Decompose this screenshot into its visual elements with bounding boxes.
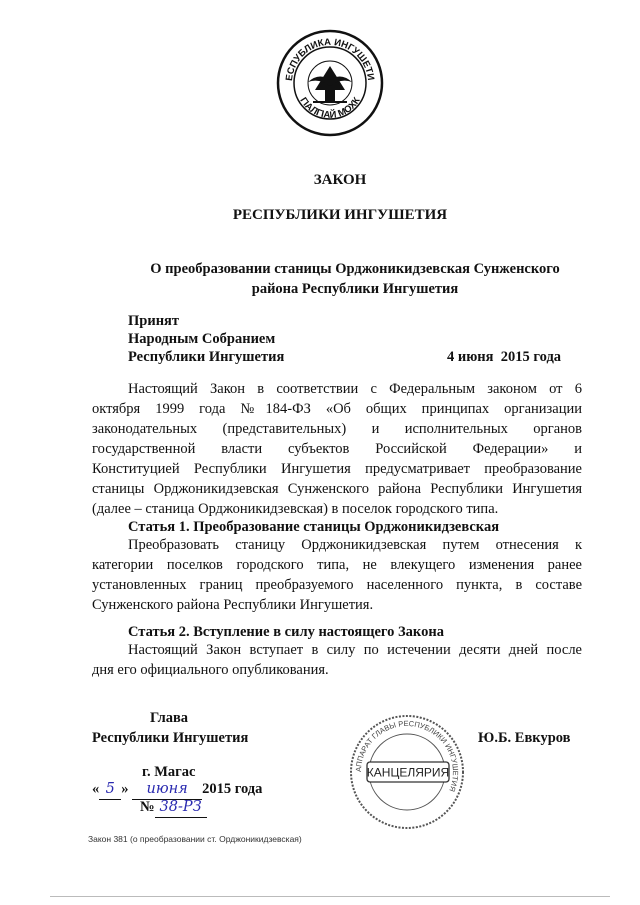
date-quote-open: « [92,781,100,797]
emblem [275,28,385,138]
article1-line: установленных границ преобразуемого населенного пункта, в составе [92,577,582,593]
law-subject-line1: О преобразовании станицы Орджоникидзевская Сунженского [150,261,560,277]
article2-line: Настоящий Закон вступает в силу по истечении десяти дней после [128,642,582,658]
preamble [92,379,582,519]
stamp-seal-icon [343,712,471,832]
article1-line: категории поселков городского типа, не влекущего изменения ранее [92,557,582,573]
article2-line: дня его официального опубликования. [92,662,329,678]
preamble-line: (далее – станица Орджоникидзевская) в поселок городского типа. [92,501,499,517]
preamble-line: Конституцией Республики Ингушетия предусматривает преобразование [92,461,582,477]
law-number-prefix: № [140,799,155,815]
page-bottom-rule [50,896,610,897]
svg-text:РЕСПУБЛИКА ИНГУШЕТИЯ: ЕСПУБЛИКА ИНГУШЕТИ [283,36,376,82]
signing-place: г. Магас [142,764,196,780]
preamble-line: государственной власти субъектов Российской Федерации» и [92,441,582,457]
adopted-label: Принят [128,313,180,329]
footer-note: Закон 381 (о преобразовании ст. Орджоникидзевская) [88,834,302,844]
date-month: июня [132,779,202,800]
preamble-line: Настоящий Закон в соответствии с Федеральным законом от 6 [128,381,582,397]
preamble-line: октября 1999 года №184-ФЗ «Об общих принципах организации [92,401,582,417]
official-stamp [343,712,471,832]
republic-emblem-icon [275,28,385,138]
signatory-title: Глава [150,710,189,726]
adopted-republic: Республики Ингушетия [128,349,285,365]
signatory-republic: Республики Ингушетия [92,730,249,746]
svg-text:КАНЦЕЛЯРИЯ: КАНЦЕЛЯРИЯ [366,765,450,780]
article1-line: Преобразовать станицу Орджоникидзевская путем отнесения к [128,537,582,553]
document-subtitle: РЕСПУБЛИКИ ИНГУШЕТИЯ [232,207,448,223]
date-quote-close: » [121,781,129,797]
article1-body [92,535,582,615]
date-year: 2015 года [202,781,263,797]
svg-text:ГIАЛГIАЙ МОХК: ГIАЛГIАЙ МОХК [297,95,363,121]
article1-line: Сунженского района Республики Ингушетия. [92,597,374,613]
article1-heading: Статья 1. Преобразование станицы Орджоникидзевская [128,519,500,535]
document-title: ЗАКОН [313,172,367,188]
article2-heading: Статья 2. Вступление в силу настоящего Закона [128,624,444,640]
preamble-line: станицы Орджоникидзевская Сунженского района Республики Ингушетия [92,481,582,497]
adopted-body: Народным Собранием [128,331,276,347]
adoption-date: 4 июня 2015 года [447,349,562,365]
date-day: 5 [99,779,121,800]
law-number-value: 38-РЗ [155,797,207,818]
preamble-line: законодательных (представительных) и исполнительных органов [92,421,582,437]
law-subject-line2: района Республики Ингушетия [251,281,459,297]
signatory-name: Ю.Б. Евкуров [478,730,571,746]
article2-body [92,640,582,680]
law-number [140,797,207,818]
svg-text:АППАРАТ ГЛАВЫ РЕСПУБЛИКИ ИНГУШ: АППАРАТ ГЛАВЫ РЕСПУБЛИКИ ИНГУШЕТИЯ [353,718,461,793]
